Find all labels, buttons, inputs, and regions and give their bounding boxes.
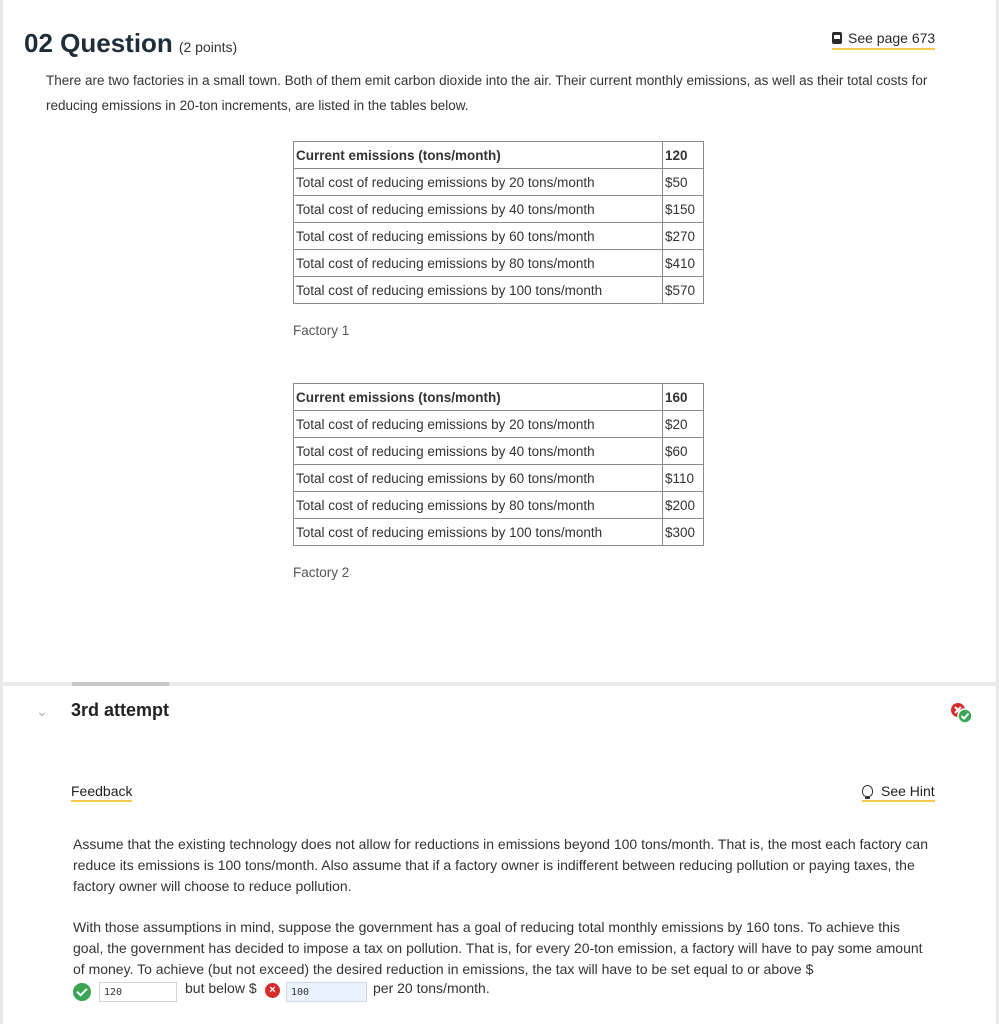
upper-bound-input[interactable]: 100	[286, 982, 367, 1002]
table-row: Current emissions (tons/month) 160	[294, 384, 704, 411]
answer-post-text: per 20 tons/month.	[373, 980, 490, 996]
answer-mid-text: but below $	[185, 980, 257, 996]
table-row: Total cost of reducing emissions by 40 tons/month $150	[294, 196, 704, 223]
attempt-label[interactable]: 3rd attempt	[71, 700, 170, 720]
question-points: (2 points)	[178, 39, 238, 55]
table-row: Total cost of reducing emissions by 60 tons/month $110	[294, 465, 704, 492]
incorrect-x-icon: ×	[265, 983, 280, 998]
table-row: Total cost of reducing emissions by 80 tons/month $410	[294, 250, 704, 277]
table-row: Total cost of reducing emissions by 20 tons/month $50	[294, 169, 704, 196]
see-hint-button[interactable]: See Hint	[862, 783, 935, 802]
correct-check-icon	[73, 983, 91, 1001]
book-icon	[832, 32, 842, 44]
table-row: Total cost of reducing emissions by 80 tons/month $200	[294, 492, 704, 519]
feedback-tab[interactable]: Feedback	[71, 783, 132, 802]
answer-row	[73, 980, 933, 1004]
partial-correct-icon	[950, 702, 974, 724]
factory2-caption: Factory 2	[293, 565, 350, 580]
factory1-caption: Factory 1	[293, 323, 350, 338]
table-row: Total cost of reducing emissions by 100 tons/month $300	[294, 519, 704, 546]
chevron-down-icon[interactable]: ⌄	[36, 703, 48, 719]
table-row: Total cost of reducing emissions by 40 tons/month $60	[294, 438, 704, 465]
factory1-table	[293, 141, 704, 304]
table-row: Total cost of reducing emissions by 100 tons/month $570	[294, 277, 704, 304]
question-intro: There are two factories in a small town. Both of them emit carbon dioxide into the air. Their current monthly emissions, as well as their total costs for reducing emissions in 20-ton increments, are listed in the tables below.	[46, 73, 928, 113]
factory2-table	[293, 383, 704, 546]
attempt-tab-indicator	[72, 682, 169, 686]
assumption-text: Assume that the existing technology does not allow for reductions in emissions beyond 100 tons/month. That is, the most each factory can reduce its emissions is 100 tons/month. Also assume that if a factory owner is indifferent between reducing pollution or paying taxes, the factory owner will choose to reduce pollution.	[73, 836, 928, 894]
question-title: 02 Question (2 points)	[24, 28, 238, 58]
see-page-link[interactable]: See page 673	[832, 30, 935, 50]
table-row: Total cost of reducing emissions by 60 tons/month $270	[294, 223, 704, 250]
table-row: Total cost of reducing emissions by 20 tons/month $20	[294, 411, 704, 438]
table-row: Current emissions (tons/month) 120	[294, 142, 704, 169]
lightbulb-icon	[862, 785, 873, 797]
problem-text: With those assumptions in mind, suppose the government has a goal of reducing total monthly emissions by 160 tons. To achieve this goal, the government has decided to impose a tax on pollution. That is, for every 20-ton emission, a factory will have to pay some amount of money. To achieve (but not exceed) the desired reduction in emissions, the tax will have to be set equal to or above $	[73, 919, 923, 977]
lower-bound-input[interactable]: 120	[99, 982, 177, 1002]
